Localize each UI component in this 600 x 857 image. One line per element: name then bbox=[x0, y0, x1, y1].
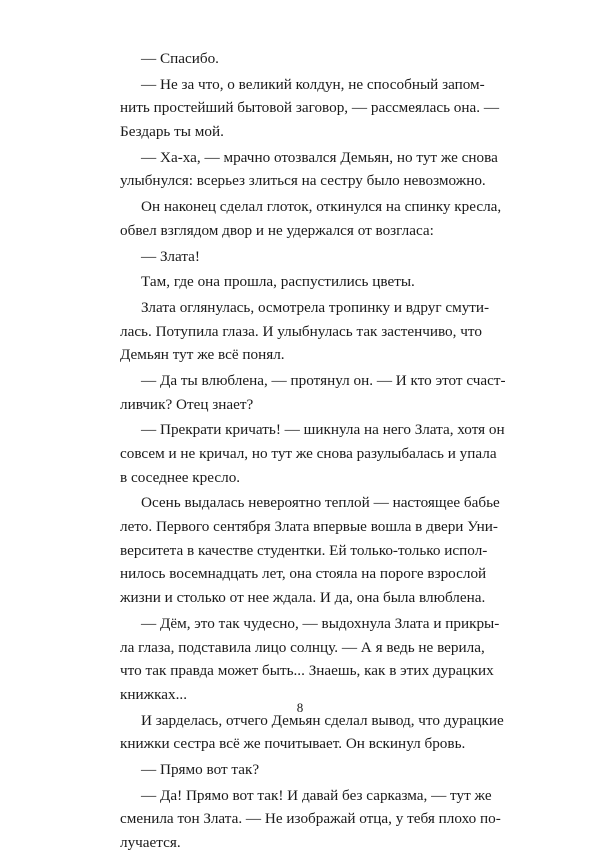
text-line: Там, где она прошла, распустились цветы. bbox=[141, 273, 415, 291]
text-line: лето. Первого сентября Злата впервые вошла в двери Уни- bbox=[120, 518, 498, 536]
paragraph bbox=[120, 195, 502, 242]
paragraph bbox=[120, 784, 501, 855]
text-line: ла глаза, подставила лицо солнцу. — А я ведь не верила, bbox=[120, 638, 485, 656]
text-line: — Да ты влюблена, — протянул он. — И кто этот счаст- bbox=[141, 371, 506, 389]
paragraph bbox=[120, 612, 500, 707]
text-line: нилось восемнадцать лет, она стояла на пороге взрослой bbox=[120, 565, 487, 583]
text-line: сменила тон Злата. — Не изображай отца, у тебя плохо по- bbox=[120, 810, 501, 828]
paragraph bbox=[120, 491, 500, 609]
text-line: книжках... bbox=[120, 685, 188, 703]
text-line: — Дём, это так чудесно, — выдохнула Злата и прикры- bbox=[141, 614, 500, 632]
text-line: — Прямо вот так? bbox=[141, 760, 260, 778]
paragraph bbox=[120, 758, 481, 782]
text-line: совсем и не кричал, но тут же снова разулыбалась и упала bbox=[120, 445, 497, 462]
text-line: — Спасибо. bbox=[141, 50, 219, 67]
paragraph bbox=[120, 146, 498, 193]
text-line: верситета в качестве студентки. Ей только-только испол- bbox=[120, 541, 488, 559]
paragraph bbox=[120, 270, 481, 294]
text-line: — Не за что, о великий колдун, не способный запом- bbox=[141, 75, 485, 93]
text-line: — Ха-ха, — мрачно отозвался Демьян, но тут же снова bbox=[141, 148, 498, 166]
paragraph bbox=[120, 47, 481, 71]
text-line: что так правда может быть... Знаешь, как в этих дурацких bbox=[120, 662, 494, 680]
text-line: жизни и столько от нее ждала. И да, она была влюблена. bbox=[120, 589, 486, 607]
text-line: нить простейший бытовой заговор, — рассмеялась она. — bbox=[120, 99, 500, 117]
text-line: книжки сестра всё же почитывает. Он вскинул бровь. bbox=[120, 735, 466, 753]
text-line: — Злата! bbox=[141, 247, 200, 265]
text-line: Демьян тут же всё понял. bbox=[120, 346, 285, 364]
paragraph bbox=[120, 418, 505, 489]
text-line: Злата оглянулась, осмотрела тропинку и вдруг смути- bbox=[141, 298, 490, 316]
page-number: 8 bbox=[296, 700, 304, 715]
body-text bbox=[120, 47, 506, 857]
text-line: — Прекрати кричать! — шикнула на него Злата, хотя он bbox=[141, 421, 505, 439]
text-line: Бездарь ты мой. bbox=[120, 123, 224, 141]
text-line: лась. Потупила глаза. И улыбнулась так застенчиво, что bbox=[120, 322, 482, 340]
text-line: Он наконец сделал глоток, откинулся на спинку кресла, bbox=[141, 198, 502, 216]
text-line: И зарделась, отчего Демьян сделал вывод, что дурацкие bbox=[141, 711, 504, 729]
text-line: — Да! Прямо вот так! И давай без сарказма, — тут же bbox=[141, 786, 492, 804]
text-line: лучается. bbox=[120, 834, 181, 851]
text-line: в соседнее кресло. bbox=[120, 468, 241, 486]
paragraph bbox=[120, 296, 490, 367]
text-line: обвел взглядом двор и не удержался от возгласа: bbox=[120, 221, 434, 239]
text-line: улыбнулся: всерьез злиться на сестру было невозможно. bbox=[120, 172, 486, 190]
text-line: Осень выдалась невероятно теплой — настоящее бабье bbox=[141, 494, 500, 512]
paragraph bbox=[120, 73, 500, 144]
paragraph bbox=[120, 369, 506, 416]
text-line: ливчик? Отец знает? bbox=[120, 395, 254, 413]
paragraph bbox=[120, 245, 481, 269]
